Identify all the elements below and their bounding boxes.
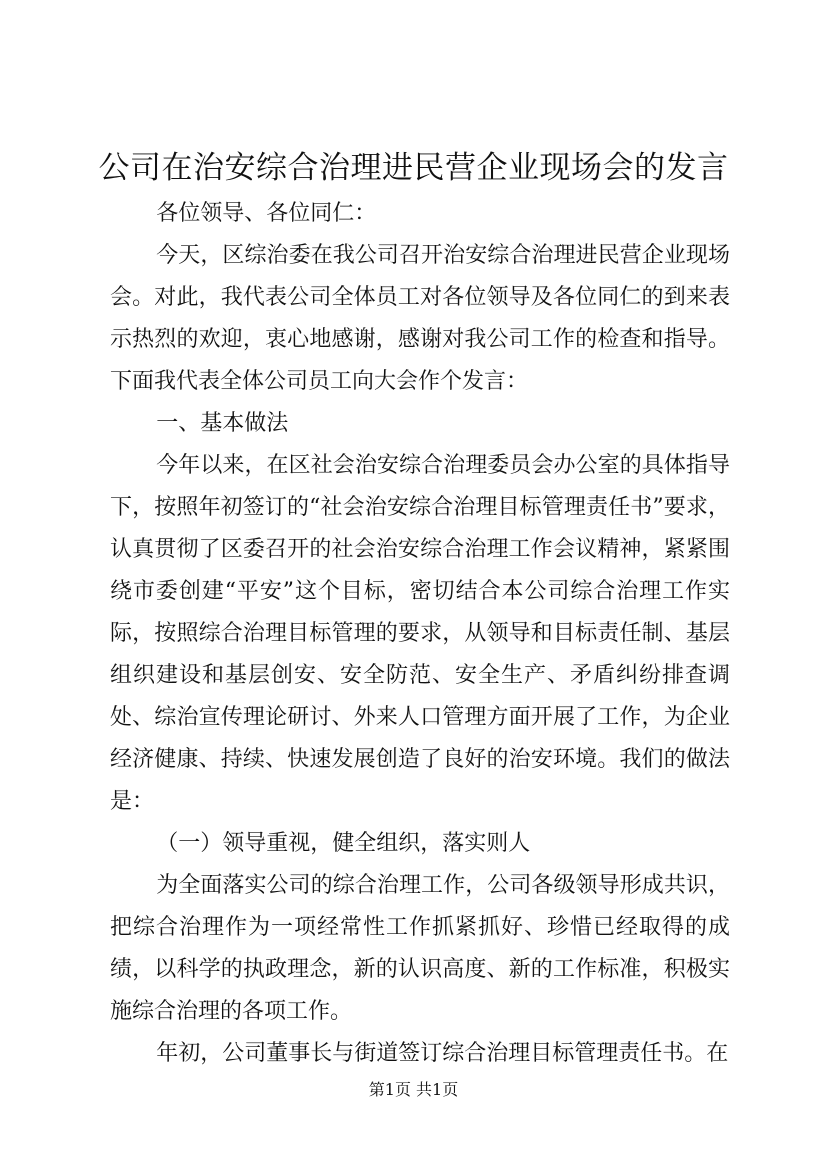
salutation-paragraph: 各位领导、各位同仁： — [156, 201, 377, 226]
page-footer: 第1页 共1页 — [368, 1080, 459, 1099]
opening-paragraph: 今天，区综治委在我公司召开治安综合治理进民营企业现场会。对此，我代表公司全体员工对各位领导及各位同仁的到来表示热烈的欢迎，衷心地感谢，感谢对我公司工作的检查和指导。下面我代表全体公司员工向大会作个发言： — [110, 243, 730, 394]
document-title: 公司在治安综合治理进民营企业现场会的发言 — [98, 150, 729, 186]
leadership-paragraph: 为全面落实公司的综合治理工作，公司各级领导形成共识，把综合治理作为一项经常性工作抓紧抓好、珍惜已经取得的成绩，以科学的执政理念，新的认识高度、新的工作标准，积极实施综合治理的各项工作。 — [110, 873, 730, 1024]
practices-paragraph: 今年以来，在区社会治安综合治理委员会办公室的具体指导下，按照年初签订的“社会治安综合治理目标管理责任书”要求，认真贯彻了区委召开的社会治安综合治理工作会议精神，紧紧围绕市委创建“平安”这个目标，密切结合本公司综合治理工作实际，按照综合治理目标管理的要求，从领导和目标责任制、基层组织建设和基层创安、安全防范、安全生产、矛盾纠纷排查调处、综治宣传理论研讨、外来人口管理方面开展了工作，为企业经济健康、持续、快速发展创造了良好的治安环境。我们的做法是： — [110, 453, 730, 814]
section-heading-basic-practices: 一、基本做法 — [156, 411, 289, 436]
subsection-heading-leadership: （一）领导重视，健全组织，落实则人 — [156, 831, 531, 856]
responsibility-paragraph: 年初，公司董事长与街道签订综合治理目标管理责任书。在 — [156, 1041, 729, 1066]
document-body — [110, 193, 730, 1075]
